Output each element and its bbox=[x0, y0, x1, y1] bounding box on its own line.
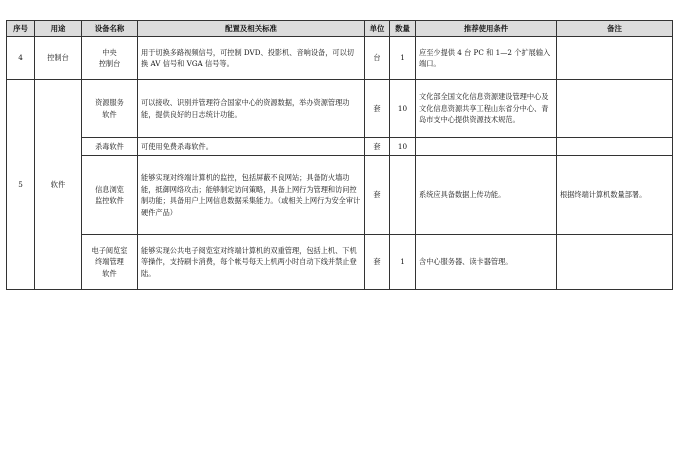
cell-name: 杀毒软件 bbox=[82, 138, 138, 156]
cell-conditions: 含中心服务器、读卡器管理。 bbox=[416, 235, 557, 290]
cell-qty bbox=[390, 156, 416, 235]
cell-seq: 5 bbox=[7, 80, 35, 290]
table-row bbox=[7, 235, 673, 290]
header-config: 配置及相关标准 bbox=[138, 21, 365, 37]
cell-qty: 1 bbox=[390, 37, 416, 80]
cell-config: 能够实现公共电子阅览室对终端计算机的双重管理，包括上机、下机等操作，支持刷卡消费，每个帐号每天上机两小时自动下线并禁止登陆。 bbox=[138, 235, 365, 290]
cell-unit: 套 bbox=[365, 156, 390, 235]
cell-qty: 1 bbox=[390, 235, 416, 290]
cell-unit: 套 bbox=[365, 138, 390, 156]
cell-conditions bbox=[416, 138, 557, 156]
cell-conditions: 系统应具备数据上传功能。 bbox=[416, 156, 557, 235]
cell-name: 资源服务 软件 bbox=[82, 80, 138, 138]
cell-unit: 套 bbox=[365, 80, 390, 138]
cell-qty: 10 bbox=[390, 138, 416, 156]
table-row bbox=[7, 156, 673, 235]
cell-notes: 根据终端计算机数量部署。 bbox=[557, 156, 673, 235]
header-notes: 备注 bbox=[557, 21, 673, 37]
cell-conditions: 应至少提供 4 台 PC 和 1—2 个扩展输入端口。 bbox=[416, 37, 557, 80]
header-unit: 单位 bbox=[365, 21, 390, 37]
header-use: 用途 bbox=[35, 21, 82, 37]
cell-name: 中央 控制台 bbox=[82, 37, 138, 80]
header-qty: 数量 bbox=[390, 21, 416, 37]
cell-notes bbox=[557, 235, 673, 290]
cell-unit: 套 bbox=[365, 235, 390, 290]
header-conditions: 推荐使用条件 bbox=[416, 21, 557, 37]
cell-config: 可使用免费杀毒软件。 bbox=[138, 138, 365, 156]
header-name: 设备名称 bbox=[82, 21, 138, 37]
cell-use: 控制台 bbox=[35, 37, 82, 80]
cell-qty: 10 bbox=[390, 80, 416, 138]
cell-config: 用于切换多路视频信号，可控制 DVD、投影机、音响设备，可以切换 AV 信号和 VGA 信号等。 bbox=[138, 37, 365, 80]
cell-unit: 台 bbox=[365, 37, 390, 80]
cell-name: 电子阅览室 终端管理 软件 bbox=[82, 235, 138, 290]
equipment-spec-table bbox=[6, 20, 673, 290]
table-row bbox=[7, 138, 673, 156]
cell-name: 信息浏览 监控软件 bbox=[82, 156, 138, 235]
cell-config: 可以接收、识别并管理符合国家中心的资源数据，举办资源管理功能，提供良好的日志统计功能。 bbox=[138, 80, 365, 138]
cell-notes bbox=[557, 138, 673, 156]
table-row bbox=[7, 37, 673, 80]
cell-seq: 4 bbox=[7, 37, 35, 80]
cell-use: 软件 bbox=[35, 80, 82, 290]
cell-notes bbox=[557, 80, 673, 138]
cell-config: 能够实现对终端计算机的监控，包括屏蔽不良网站；具备防火墙功能，抵御网络攻击；能够制定访问策略，具备上网行为管理和访问控制功能；具备用户上网信息数据采集能力。（或相关上网行为安全审计硬件产品） bbox=[138, 156, 365, 235]
header-seq: 序号 bbox=[7, 21, 35, 37]
table-row bbox=[7, 80, 673, 138]
header-row bbox=[7, 21, 673, 37]
cell-notes bbox=[557, 37, 673, 80]
cell-conditions: 文化部全国文化信息资源建设管理中心及文化信息资源共享工程山东省分中心、青岛市支中心提供资源技术规范。 bbox=[416, 80, 557, 138]
